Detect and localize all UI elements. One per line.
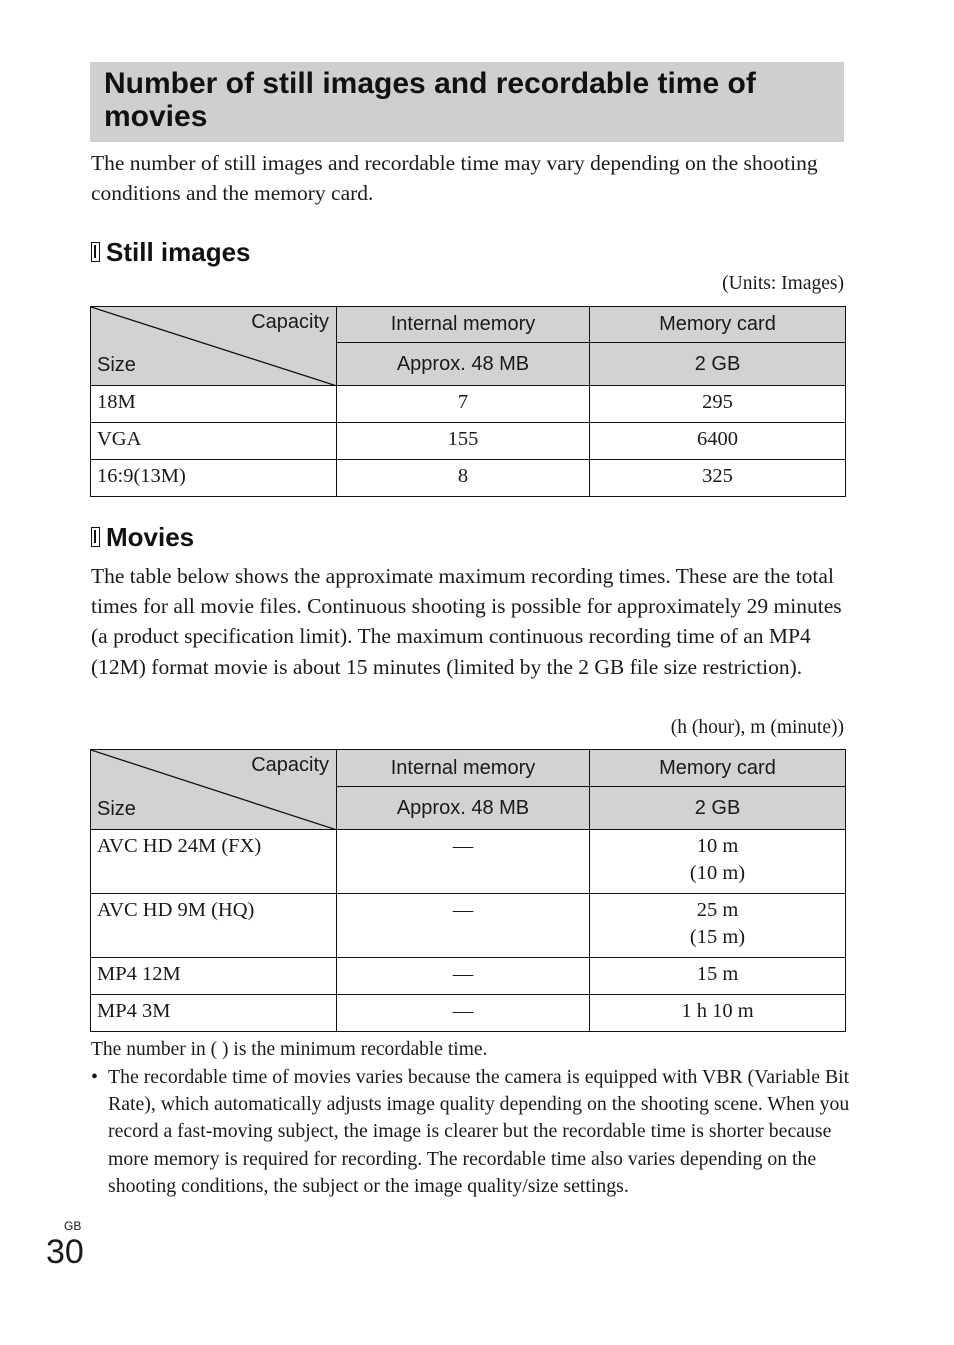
table-row [91,423,846,460]
still-images-heading-text: Still images [106,237,251,267]
row-internal: — [337,995,590,1032]
row-card: 15 m [590,958,846,995]
section-marker-icon [91,527,100,547]
notes-list [91,1064,851,1200]
card-time: 10 m [696,835,739,857]
table-row [91,958,846,995]
row-card: 6400 [590,423,846,460]
column-header-card: Memory card [590,750,846,787]
column-subheader-card: 2 GB [590,787,846,830]
row-card: 295 [590,386,846,423]
bullet-text: The recordable time of movies varies because the camera is equipped with VBR (Variable Bit Rate), which automatically adjusts image quality depending on the shooting scene. When you record a fast-moving subject, the image is clearer but the recordable time is shorter because more memory is required for recording. The recordable time also varies depending on the shooting conditions, the subject or the image quality/size settings. [108,1066,850,1197]
row-card [590,894,846,958]
row-size: MP4 3M [91,995,337,1032]
card-min-time: (10 m) [689,862,746,884]
column-subheader-card: 2 GB [590,343,846,386]
row-size: VGA [91,423,337,460]
still-images-units: (Units: Images) [722,273,844,294]
row-internal: — [337,894,590,958]
table-row [91,386,846,423]
row-size: 16:9(13M) [91,460,337,497]
language-code: GB [64,1219,82,1233]
row-size: MP4 12M [91,958,337,995]
row-card: 325 [590,460,846,497]
size-label: Size [97,354,136,376]
row-internal: — [337,830,590,894]
page-title: Number of still images and recordable time of movies [104,67,756,133]
row-card: 1 h 10 m [590,995,846,1032]
row-internal: 155 [337,423,590,460]
column-header-internal: Internal memory [337,307,590,343]
table-corner-cell [91,307,337,386]
capacity-label: Capacity [251,754,329,776]
row-size: 18M [91,386,337,423]
row-internal: 7 [337,386,590,423]
movies-heading-text: Movies [106,522,195,552]
footnote: The number in ( ) is the minimum recordable time. [91,1039,488,1060]
size-label: Size [97,798,136,820]
card-min-time: (15 m) [689,926,746,948]
card-time: 25 m [696,899,739,921]
column-subheader-internal: Approx. 48 MB [337,343,590,386]
movies-description: The table below shows the approximate maximum recording times. These are the total times for all movie files. Continuous shooting is possible for approximately 29 minutes (a product specification limit). The maximum continuous recording time of an MP4 (12M) format movie is about 15 minutes (limited by the 2 GB file size restriction). [91,564,842,679]
row-internal: — [337,958,590,995]
intro-paragraph: The number of still images and recordable time may vary depending on the shooting conditions and the memory card. [91,151,818,206]
still-images-heading [91,237,251,267]
section-marker-icon [91,242,100,262]
column-header-card: Memory card [590,307,846,343]
row-internal: 8 [337,460,590,497]
title-bar [90,62,844,142]
capacity-label: Capacity [251,311,329,333]
table-row [91,995,846,1032]
table-row [91,894,846,958]
column-header-internal: Internal memory [337,750,590,787]
movies-heading [91,522,194,552]
table-corner-cell [91,750,337,830]
row-size: AVC HD 24M (FX) [91,830,337,894]
list-item [91,1064,851,1200]
bullet-icon: • [91,1066,98,1088]
table-row [91,830,846,894]
page-number: 30 [46,1233,84,1271]
column-subheader-internal: Approx. 48 MB [337,787,590,830]
row-size: AVC HD 9M (HQ) [91,894,337,958]
still-images-table [90,306,846,497]
table-row [91,460,846,497]
movies-units: (h (hour), m (minute)) [670,717,844,738]
movies-table [90,749,846,1032]
row-card [590,830,846,894]
